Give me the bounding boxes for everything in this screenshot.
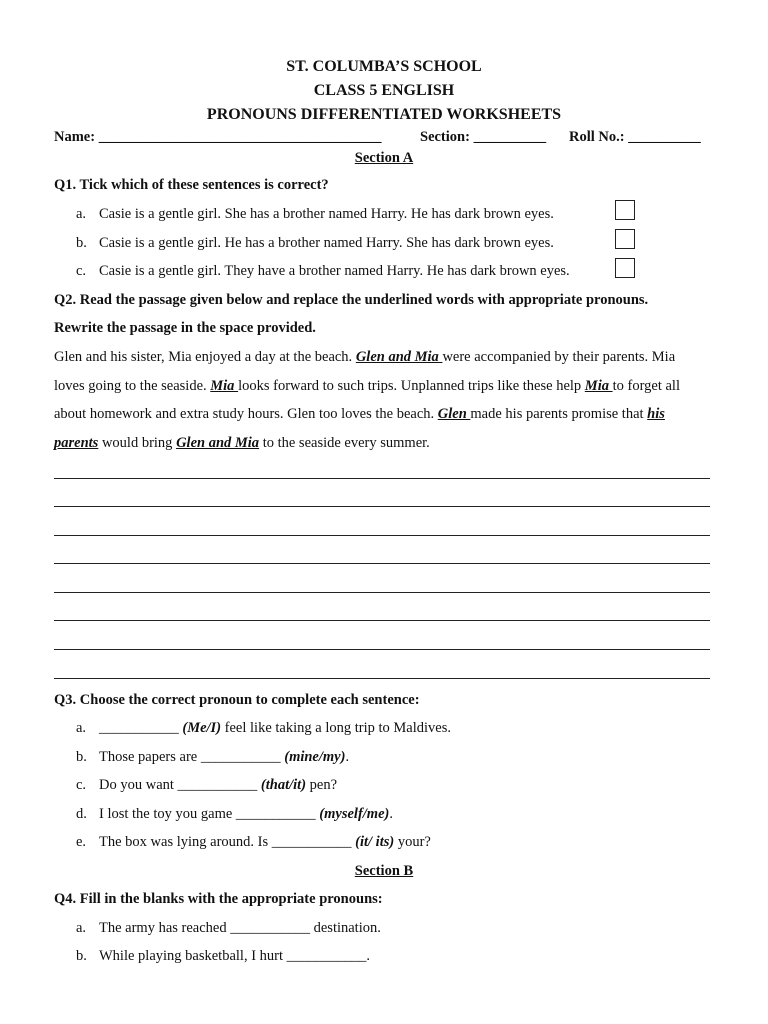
name-row xyxy=(54,129,381,146)
q4-item-a-label: a. xyxy=(76,920,87,936)
passage-text: to forget all xyxy=(612,378,680,394)
q3-item-e xyxy=(99,834,431,851)
underlined-word: Mia xyxy=(584,378,613,394)
item-text: feel like taking a long trip to Maldives. xyxy=(221,720,451,736)
section-row xyxy=(420,129,546,146)
underlined-word: Glen xyxy=(437,406,471,422)
pronoun-options: (Me/I) xyxy=(182,720,222,736)
writing-line[interactable] xyxy=(54,649,710,650)
q3-item-e-label: e. xyxy=(76,834,87,850)
item-text: your? xyxy=(394,834,431,850)
q1-option-a-label: a. xyxy=(76,206,87,222)
q1-question: Q1. Tick which of these sentences is correct? xyxy=(54,177,329,193)
q1-option-c-label: c. xyxy=(76,263,87,279)
name-label: Name: xyxy=(54,129,96,145)
passage-text: Glen and his sister, Mia enjoyed a day at the beach. xyxy=(54,349,356,365)
q4-question: Q4. Fill in the blanks with the appropriate pronouns: xyxy=(54,891,383,907)
passage-text: would bring xyxy=(98,435,177,451)
class-title: CLASS 5 ENGLISH xyxy=(313,82,455,99)
writing-line[interactable] xyxy=(54,478,710,479)
q4-item-a-text: The army has reached ___________ destination. xyxy=(99,920,381,936)
roll-label: Roll No.: xyxy=(569,129,625,145)
underlined-word: Glen and Mia xyxy=(355,349,443,365)
q1-option-a-text: Casie is a gentle girl. She has a brother named Harry. He has dark brown eyes. xyxy=(99,206,554,222)
writing-line[interactable] xyxy=(54,563,710,564)
worksheet-title: PRONOUNS DIFFERENTIATED WORKSHEETS xyxy=(206,106,562,123)
q1-option-b-text: Casie is a gentle girl. He has a brother named Harry. She has dark brown eyes. xyxy=(99,235,554,251)
pronoun-options: (mine/my) xyxy=(284,749,346,765)
name-blank[interactable]: _______________________________________ xyxy=(98,129,382,145)
q1-option-b-checkbox[interactable] xyxy=(615,229,635,249)
underlined-word: his xyxy=(647,406,665,422)
item-text: pen? xyxy=(306,777,338,793)
item-text: The box was lying around. Is ___________ xyxy=(99,834,356,850)
pronoun-options: (myself/me) xyxy=(319,806,390,822)
writing-line[interactable] xyxy=(54,620,710,621)
q1-option-c-checkbox[interactable] xyxy=(615,258,635,278)
underlined-word: Mia xyxy=(210,378,239,394)
passage-text: made his parents promise that xyxy=(470,406,648,422)
section-b-heading: Section B xyxy=(354,863,414,879)
item-text: ___________ xyxy=(99,720,183,736)
writing-line[interactable] xyxy=(54,535,710,536)
passage-text: looks forward to such trips. Unplanned trips like these help xyxy=(238,378,585,394)
passage-text: loves going to the seaside. xyxy=(54,378,211,394)
roll-row xyxy=(569,129,701,146)
underlined-word: Glen and Mia xyxy=(176,435,260,451)
q3-item-d xyxy=(99,806,393,823)
pronoun-options: (it/ its) xyxy=(355,834,395,850)
passage-text: were accompanied by their parents. Mia xyxy=(442,349,676,365)
writing-line[interactable] xyxy=(54,506,710,507)
q1-option-a-checkbox[interactable] xyxy=(615,200,635,220)
q1-option-c-text: Casie is a gentle girl. They have a brother named Harry. He has dark brown eyes. xyxy=(99,263,570,279)
writing-line[interactable] xyxy=(54,678,710,679)
item-text: Do you want ___________ xyxy=(99,777,261,793)
q2-passage-line1 xyxy=(54,349,675,366)
item-text: I lost the toy you game ___________ xyxy=(99,806,320,822)
pronoun-options: (that/it) xyxy=(260,777,307,793)
passage-text: about homework and extra study hours. Glen too loves the beach. xyxy=(54,406,438,422)
roll-blank[interactable]: __________ xyxy=(628,129,701,145)
passage-text: to the seaside every summer. xyxy=(259,435,430,451)
q2-passage-line3 xyxy=(54,406,665,423)
item-text: . xyxy=(389,806,393,822)
item-text: . xyxy=(345,749,350,765)
item-text: Those papers are ___________ xyxy=(99,749,285,765)
q2-passage-line2 xyxy=(54,378,680,395)
q3-item-d-label: d. xyxy=(76,806,87,822)
q4-item-b-text: While playing basketball, I hurt ___________. xyxy=(99,948,371,964)
q3-item-a-label: a. xyxy=(76,720,87,736)
q3-question: Q3. Choose the correct pronoun to complete each sentence: xyxy=(54,692,420,708)
q4-item-b-label: b. xyxy=(76,948,87,964)
section-blank[interactable]: __________ xyxy=(473,129,547,145)
q1-option-b-label: b. xyxy=(76,235,87,251)
q3-item-b-label: b. xyxy=(76,749,87,765)
q3-item-c xyxy=(99,777,337,794)
school-name: ST. COLUMBA’S SCHOOL xyxy=(286,58,482,75)
q3-item-a xyxy=(99,720,451,737)
q2-question-line2: Rewrite the passage in the space provided. xyxy=(54,320,316,336)
q3-item-b xyxy=(99,749,349,766)
q3-item-c-label: c. xyxy=(76,777,87,793)
q2-question-line1: Q2. Read the passage given below and replace the underlined words with appropriate pronouns. xyxy=(54,292,649,308)
q2-passage-line4 xyxy=(54,435,430,452)
writing-line[interactable] xyxy=(54,592,710,593)
section-label: Section: xyxy=(420,129,470,145)
underlined-word: parents xyxy=(54,435,99,451)
section-a-heading: Section A xyxy=(354,150,414,166)
